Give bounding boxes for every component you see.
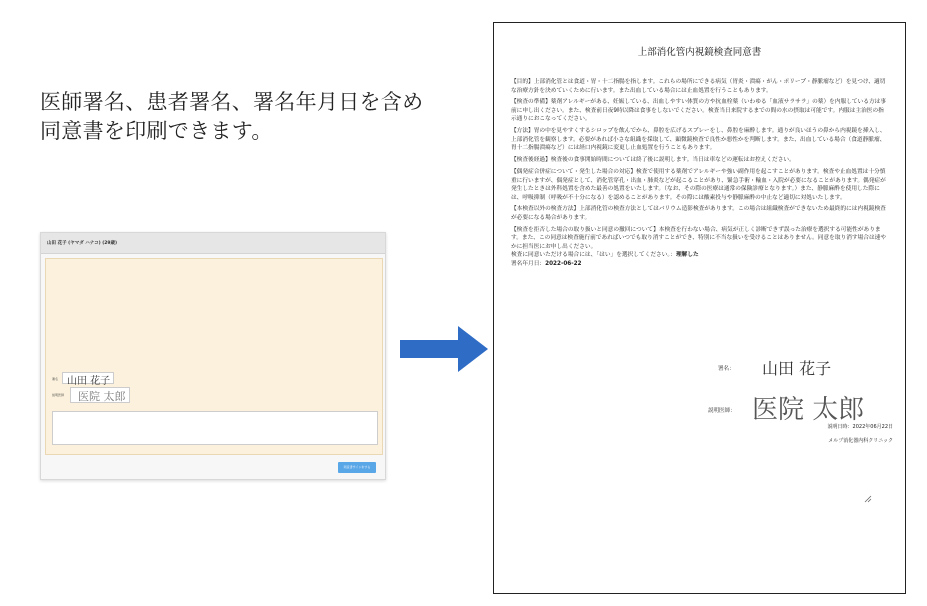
document-consent-line <box>511 251 889 260</box>
document-title: 上部消化管内視鏡検査同意書 <box>637 47 762 58</box>
document-clinic-name: メルプ消化器内科クリニック <box>828 438 893 444</box>
document-body <box>511 78 889 268</box>
document-paragraph-purpose: 【目的】上部消化管とは食道・胃・十二指腸を指します。これらの場所にできる病気（胃炎・潰瘍・がん・ポリープ・静脈瘤など）を見つけ、適切な治療方針を決めていくために行います。また出血している場合には止血処置を行うこともあります。 <box>511 79 886 94</box>
headline-line-1: 医師署名、患者署名、署名年月日を含め <box>40 90 424 114</box>
consent-form-preview <box>40 232 386 480</box>
document-paragraph-refusal: 【検査を拒否した場合の取り扱いと同意の撤回について】本検査を行わない場合、病気が正しく診断できず誤った治療を選択する可能性があります。また、この同意は検査施行前であればいつでも取り消すことができ、特別に不当な扱いを受けることはありません。同意を取り消す場合は速やかに担当医にお申し出ください。 <box>511 226 887 250</box>
document-paragraph-preparation: 【検査の準備】薬剤アレルギーがある、妊娠している、出血しやすい体質の方や抗血栓薬（いわゆる「血液サラサラ」の薬）を内服している方は事前に申し出ください。また、検査前日夜9時以降は食事をしないでください。検査当日来院するまでの間の水の摂取は可能です。内服は主治医の指示通りにおこなってください。 <box>511 99 887 123</box>
preview-comment-textarea[interactable] <box>52 411 378 445</box>
document-paragraph-complications: 【偶発症合併症について・発生した場合の対応】検査で使用する薬剤でアレルギーや強い副作用を起こすことがあります。検査や止血処置は十分慎重に行いますが、偶発症として、消化管穿孔・出血・肺炎などが起こることがあり、緊急手術・輸血・入院が必要になることがあります。偶発症が発生したときは外科処置を含めた最善の処置をいたします。（なお、その際の医療は通常の保険診療となります。）また、静脈麻酔を使用した際には、呼吸抑制（呼吸が不十分になる）を認めることがあります。その際には酸素投与や静脈麻酔の中止など適切に対処いたします。 <box>511 169 886 201</box>
preview-patient-signature: 山田 花子 <box>67 376 111 387</box>
preview-doctor-signature: 医院 太郎 <box>78 390 126 403</box>
sign-date: 2022-06-22 <box>545 260 582 267</box>
document-patient-sign-label: 署名： <box>718 366 735 372</box>
right-arrow-icon <box>400 326 490 372</box>
consent-answer: 理解した <box>675 252 699 259</box>
preview-patient-signature-pad[interactable] <box>62 372 114 387</box>
document-paragraph-aftercare: 【検査後経過】検査後の食事開始時間については終了後に説明します。当日は車などの運転はお控えください。 <box>511 157 795 164</box>
printed-consent-document <box>493 22 906 594</box>
document-paragraph-alternatives: 【本検査以外の検査方法】上部消化管の検査方法としてはバリウム造影検査があります。この場合は組織検査ができないため最終的には内視鏡検査が必要になる場合があります。 <box>511 206 886 221</box>
preview-doctor-signature-pad[interactable] <box>70 387 130 403</box>
document-patient-signature: 山田 花子 <box>762 359 832 378</box>
preview-consent-text <box>52 263 378 367</box>
preview-patient-sign-label: 署名 <box>52 377 59 381</box>
headline <box>40 88 430 146</box>
preview-header: 山田 花子 (ヤマダ ハナコ) (29歳) <box>41 233 385 254</box>
document-doctor-sign-label: 説明医師： <box>708 408 736 414</box>
consent-question: 検査に同意いただける場合には、「はい」を選択してください。： <box>511 252 676 259</box>
document-sign-date-line <box>511 260 889 269</box>
resize-handle-icon <box>864 495 872 503</box>
preview-consent-panel <box>45 258 383 455</box>
sign-date-label: 署名年月日： <box>511 260 546 267</box>
document-explain-date: 説明日時：2022年06月22日 <box>827 424 893 430</box>
document-paragraph-method: 【方法】胃の中を見やすくするシロップを飲んでから、鼻腔を広げるスプレーをし、鼻腔を麻酔します。通りが良いほうの鼻から内視鏡を挿入し、上部消化管を観察します。必要があれば小さな組織を採取して、顕微鏡検査で良性か悪性かを判断します。また、出血している場合（食道静脈瘤、胃十二指腸潰瘍など）には経口内視鏡に変更し止血処置を行うこともあります。 <box>511 128 886 152</box>
document-doctor-signature: 医院 太郎 <box>752 395 865 425</box>
preview-submit-button[interactable]: 同意書サインをする <box>338 462 376 473</box>
preview-doctor-sign-label: 説明医師 <box>52 393 65 397</box>
headline-line-2: 同意書を印刷できます。 <box>40 119 273 143</box>
